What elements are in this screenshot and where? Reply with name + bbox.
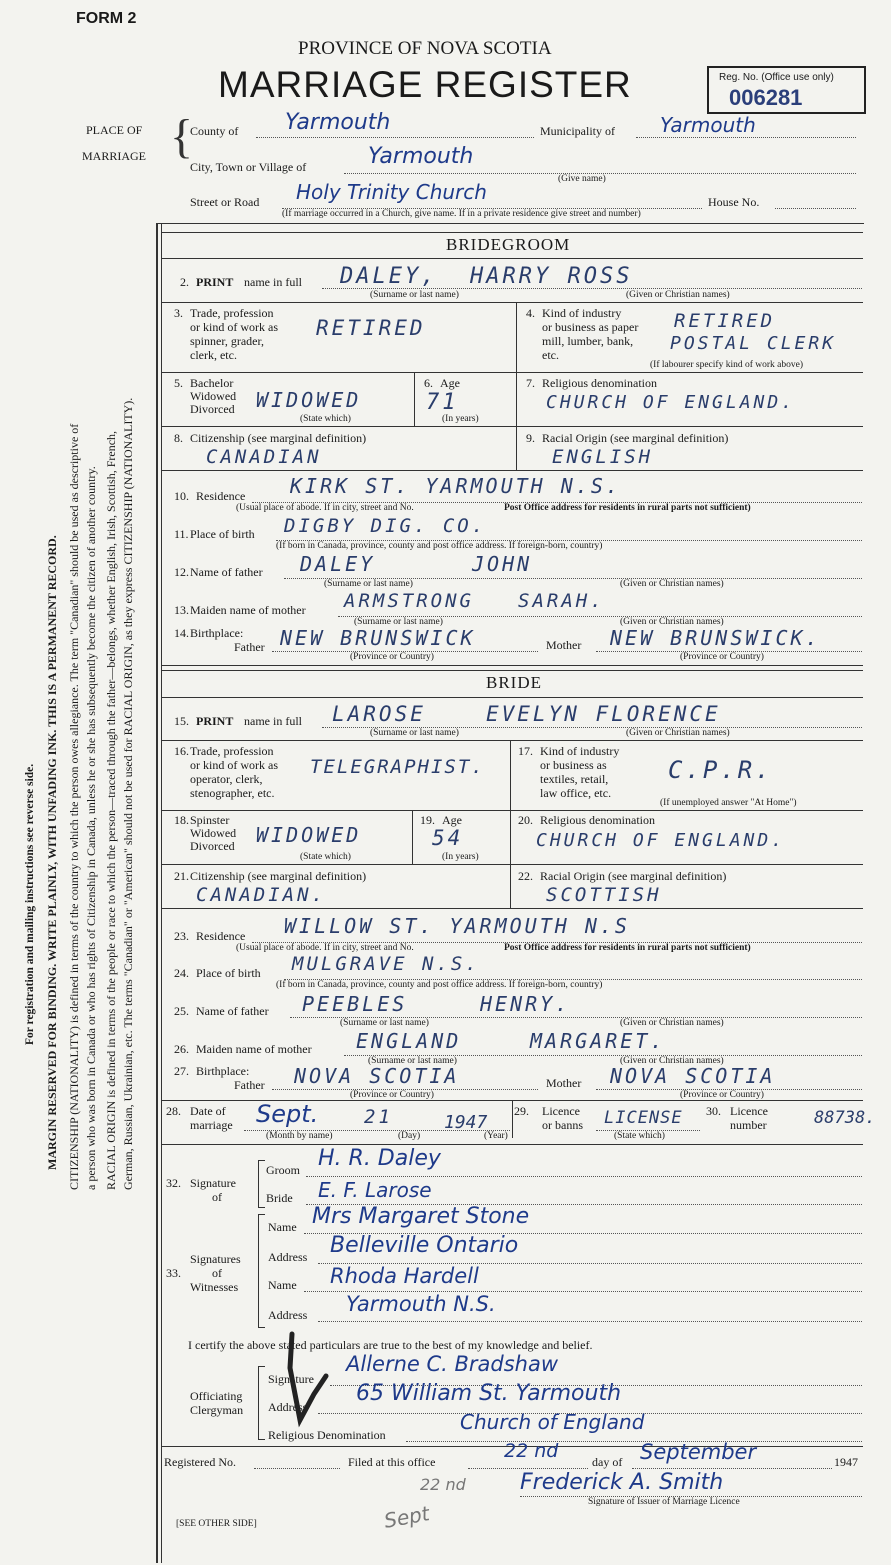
w2-address-line <box>318 1321 862 1322</box>
page-title: MARRIAGE REGISTER <box>218 64 632 105</box>
reg-number-box <box>707 66 866 114</box>
f4-num: 4. <box>526 306 535 320</box>
groom-mother-surname: ARMSTRONG <box>344 590 474 612</box>
bride-residence: WILLOW ST. YARMOUTH N.S <box>284 914 630 938</box>
margin-line-1: For registration and mailing instructions see reverse side. <box>24 763 36 1045</box>
city-label: City, Town or Village of <box>190 160 307 174</box>
groom-citizenship: CANADIAN <box>206 446 322 468</box>
f23-cap1: (Usual place of abode. If in city, street and No. <box>236 943 414 953</box>
bride-father-given: HENRY. <box>480 992 571 1016</box>
f27-num: 27. <box>174 1064 189 1078</box>
clergy-denomination: Church of England <box>460 1410 645 1434</box>
f28-cap-day: (Day) <box>398 1131 421 1141</box>
filed-line <box>468 1468 588 1469</box>
f18-label1: Spinster <box>190 813 230 827</box>
f23-label: Residence <box>196 929 246 943</box>
f17-label3: textiles, retail, <box>540 772 609 786</box>
margin-instructions <box>22 290 137 1190</box>
groom-father-surname: DALEY <box>300 552 376 576</box>
f25-cap-given: (Given or Christian names) <box>620 1018 724 1028</box>
f4-label3: mill, lumber, bank, <box>542 334 634 348</box>
bride-given: EVELYN FLORENCE <box>486 702 721 726</box>
f32-label2: of <box>212 1190 222 1204</box>
county-value: Yarmouth <box>285 110 391 135</box>
f33-label1: Signatures <box>190 1252 241 1266</box>
place-of-label: PLACE OF <box>86 123 143 137</box>
rule-32 <box>162 1144 863 1145</box>
f5-cap: (State which) <box>300 414 351 424</box>
f5-label3: Divorced <box>190 402 235 416</box>
f13-cap-surname: (Surname or last name) <box>354 617 443 627</box>
f28-label2: marriage <box>190 1118 233 1132</box>
bride-title-rule <box>162 697 863 698</box>
licence-number: 88738. <box>814 1108 876 1128</box>
rule-16 <box>162 740 863 741</box>
filed-month: September <box>640 1440 757 1464</box>
f18-cap: (State which) <box>300 852 351 862</box>
f14-cap-father: (Province or Country) <box>350 652 434 662</box>
f3-num: 3. <box>174 306 183 320</box>
city-value: Yarmouth <box>368 144 474 169</box>
f8-num: 8. <box>174 431 183 445</box>
bride-mother-given: MARGARET. <box>530 1029 666 1053</box>
street-note: (If marriage occurred in a Church, give name. If in a private residence give street and number) <box>282 209 641 219</box>
f20-num: 20. <box>518 813 533 827</box>
margin-line-6: German, Russian, Ukrainian, etc. The terms "Canadian" or "American" should not be used for RACIAL ORIGIN, as they express CITIZENSHIP (NATIONALITY). <box>121 397 135 1190</box>
certify-text: I certify the above stated particulars are true to the best of my knowledge and belief. <box>188 1338 593 1352</box>
f12-cap-surname: (Surname or last name) <box>324 579 413 589</box>
issuer-label: Signature of Issuer of Marriage Licence <box>588 1497 740 1507</box>
marriage-month: Sept. <box>256 1100 319 1128</box>
f2-label: name in full <box>244 275 302 289</box>
bride-birthplace: MULGRAVE N.S. <box>292 953 480 975</box>
f23-cap2: Post Office address for residents in rural parts not sufficient) <box>504 943 751 953</box>
f17-label2: or business as <box>540 758 607 772</box>
marriage-label: MARRIAGE <box>82 149 147 163</box>
groom-age: 71 <box>426 390 459 415</box>
groom-surname: DALEY, <box>340 264 438 289</box>
groom-title-rule <box>162 258 863 259</box>
filed-label: Filed at this office <box>348 1455 436 1469</box>
f11-label: Place of birth <box>190 527 255 541</box>
f18-label2: Widowed <box>190 826 237 840</box>
form-number: FORM 2 <box>76 10 137 27</box>
f24-cap: (If born in Canada, province, county and post office address. If foreign-born, country) <box>276 980 603 990</box>
licence-type: LICENSE <box>604 1108 683 1128</box>
f24-num: 24. <box>174 966 189 980</box>
groom-mother-birthplace: NEW BRUNSWICK. <box>610 626 821 650</box>
bride-section-title: BRIDE <box>486 673 542 692</box>
f28-label1: Date of <box>190 1104 226 1118</box>
f32-label1: Signature <box>190 1176 236 1190</box>
bride-mother-birthplace: NOVA SCOTIA <box>610 1064 776 1088</box>
witness1-name: Mrs Margaret Stone <box>312 1204 530 1229</box>
sig-bracket-2 <box>258 1214 265 1328</box>
f4-label2: or business as paper <box>542 320 639 334</box>
f10-num: 10. <box>174 489 189 503</box>
f14-cap-mother: (Province or Country) <box>680 652 764 662</box>
f21-label: Citizenship (see marginal definition) <box>190 869 367 883</box>
f11-num: 11. <box>174 527 189 541</box>
bride-father-birthplace: NOVA SCOTIA <box>294 1064 460 1088</box>
bride-religion: CHURCH OF ENGLAND. <box>536 830 786 851</box>
f7-num: 7. <box>526 376 535 390</box>
give-name-caption: (Give name) <box>558 174 606 184</box>
groom-origin: ENGLISH <box>552 446 654 468</box>
w2-name-label: Name <box>268 1278 297 1292</box>
bride-trade: TELEGRAPHIST. <box>310 756 485 778</box>
f29-label2: or banns <box>542 1118 583 1132</box>
groom-signature: H. R. Daley <box>318 1146 441 1171</box>
f29-cap: (State which) <box>614 1131 665 1141</box>
f5-label1: Bachelor <box>190 376 234 390</box>
f19-cap: (In years) <box>442 852 479 862</box>
f20-label: Religious denomination <box>540 813 655 827</box>
f28-cap-month: (Month by name) <box>266 1131 333 1141</box>
f27-mother-label: Mother <box>546 1076 582 1090</box>
f10-cap1: (Usual place of abode. If in city, street and No. <box>236 503 414 513</box>
f16-label4: stenographer, etc. <box>190 786 275 800</box>
bride-age: 54 <box>432 826 464 850</box>
f26-label: Maiden name of mother <box>196 1042 312 1056</box>
f27-cap-father: (Province or Country) <box>350 1090 434 1100</box>
day-of-label: day of <box>592 1455 623 1469</box>
rule-23 <box>162 908 863 909</box>
rule-10 <box>162 470 863 471</box>
margin-line-2: MARGIN RESERVED FOR BINDING. WRITE PLAINLY, WITH UNFADING INK. THIS IS A PERMANENT RECORD. <box>45 535 59 1170</box>
rule-21 <box>162 864 863 865</box>
groom-sig-line <box>306 1176 862 1177</box>
f13-cap-given: (Given or Christian names) <box>620 617 724 627</box>
f9-label: Racial Origin (see marginal definition) <box>542 431 729 445</box>
sig-bracket-1 <box>258 1160 265 1208</box>
w2-address-label: Address <box>268 1308 308 1322</box>
f28-num: 28. <box>166 1104 181 1118</box>
f6-cap: (In years) <box>442 414 479 424</box>
f10-label: Residence <box>196 489 246 503</box>
f25-cap-surname: (Surname or last name) <box>340 1018 429 1028</box>
f3-label3: spinner, grader, <box>190 334 265 348</box>
w1-name-label: Name <box>268 1220 297 1234</box>
groom-residence: KIRK ST. YARMOUTH N.S. <box>290 474 621 498</box>
f30-num: 30. <box>706 1104 721 1118</box>
groom-industry-2: POSTAL CLERK <box>670 333 837 354</box>
f14-label1: Birthplace: <box>190 626 244 640</box>
frame-left <box>156 223 158 1563</box>
marriage-year: 1947 <box>444 1112 488 1133</box>
filed-day: 22 nd <box>504 1440 559 1462</box>
brace: { <box>170 110 194 163</box>
groom-industry-1: RETIRED <box>674 310 776 332</box>
f17-note: (If unemployed answer "At Home") <box>660 798 797 808</box>
licence-divider <box>512 1100 513 1138</box>
f19-label: Age <box>442 813 462 827</box>
groom-father-given: JOHN <box>472 552 533 576</box>
f10-cap2: Post Office address for residents in rural parts not sufficient) <box>504 503 751 513</box>
groom-given: HARRY ROSS <box>470 264 633 289</box>
f5-label2: Widowed <box>190 389 237 403</box>
f26-num: 26. <box>174 1042 189 1056</box>
f15-print: PRINT <box>196 714 234 728</box>
f14-mother-label: Mother <box>546 638 582 652</box>
witness2-name: Rhoda Hardell <box>330 1264 479 1288</box>
bride-mother-surname: ENGLAND <box>356 1029 462 1053</box>
f5-num: 5. <box>174 376 183 390</box>
f12-num: 12. <box>174 565 189 579</box>
f12-cap-given: (Given or Christian names) <box>620 579 724 589</box>
clergy-label2: Clergyman <box>190 1403 244 1417</box>
f21-num: 21. <box>174 869 189 883</box>
municipality-label: Municipality of <box>540 124 615 138</box>
witness1-address: Belleville Ontario <box>330 1233 519 1258</box>
f14-label2: Father <box>234 640 265 654</box>
denomination-line <box>406 1441 862 1442</box>
f2-cap-surname: (Surname or last name) <box>370 290 459 300</box>
f8-label: Citizenship (see marginal definition) <box>190 431 367 445</box>
issuer-signature: Frederick A. Smith <box>520 1470 724 1495</box>
f26-cap-given: (Given or Christian names) <box>620 1056 724 1066</box>
groom-top-rule <box>162 232 863 233</box>
f27-label2: Father <box>234 1078 265 1092</box>
municipality-value: Yarmouth <box>660 113 756 137</box>
bride-surname: LAROSE <box>332 702 426 726</box>
groom-section-title: BRIDEGROOM <box>446 235 571 254</box>
groom-father-birthplace: NEW BRUNSWICK <box>280 626 476 650</box>
witness2-address: Yarmouth N.S. <box>346 1292 496 1316</box>
clergy-label1: Officiating <box>190 1389 243 1403</box>
groom-status: WIDOWED <box>256 388 362 412</box>
bride-top-rule-2 <box>162 670 863 671</box>
margin-line-4: a person who was born in Canada or who has rights of Citizenship in Canada, unless he or she has subsequently become the citizen of another country. <box>84 466 98 1190</box>
f13-num: 13. <box>174 603 189 617</box>
f23-num: 23. <box>174 929 189 943</box>
age-divider-bride <box>412 810 413 864</box>
registered-line <box>254 1468 340 1469</box>
county-line <box>256 137 534 138</box>
f27-label1: Birthplace: <box>196 1064 250 1078</box>
f16-label1: Trade, profession <box>190 744 274 758</box>
bride-signature: E. F. Larose <box>318 1178 432 1202</box>
f15-cap-given: (Given or Christian names) <box>626 728 730 738</box>
check-mark-icon <box>270 1328 340 1448</box>
f29-label1: Licence <box>542 1104 580 1118</box>
f16-num: 16. <box>174 744 189 758</box>
w1-address-label: Address <box>268 1250 308 1264</box>
f24-label: Place of birth <box>196 966 261 980</box>
house-line <box>775 208 856 209</box>
f4-note: (If labourer specify kind of work above) <box>650 360 803 370</box>
f16-label3: operator, clerk, <box>190 772 263 786</box>
denomination-label: Religious Denomination <box>268 1428 386 1442</box>
f15-num: 15. <box>174 714 189 728</box>
f17-label4: law office, etc. <box>540 786 612 800</box>
f13-label: Maiden name of mother <box>190 603 306 617</box>
f15-label: name in full <box>244 714 302 728</box>
bride-citizenship: CANADIAN. <box>196 884 326 906</box>
bride-sig-label: Bride <box>266 1191 293 1205</box>
pencil-note-month: Sept <box>382 1501 432 1533</box>
f28-cap-year: (Year) <box>484 1131 508 1141</box>
f32-num: 32. <box>166 1176 181 1190</box>
f16-label2: or kind of work as <box>190 758 278 772</box>
reg-number-label: Reg. No. (Office use only) <box>719 72 834 83</box>
bride-industry: C.P.R. <box>668 756 773 784</box>
bride-status: WIDOWED <box>256 823 362 847</box>
clergy-address: 65 William St. Yarmouth <box>356 1381 622 1406</box>
f3-label4: clerk, etc. <box>190 348 237 362</box>
f2-num: 2. <box>180 275 189 289</box>
f12-label: Name of father <box>190 565 263 579</box>
street-value: Holy Trinity Church <box>296 180 487 204</box>
f2-cap-given: (Given or Christian names) <box>626 290 730 300</box>
col-divider-16 <box>510 740 511 908</box>
clergy-signature: Allerne C. Bradshaw <box>346 1352 559 1376</box>
bride-father-surname: PEEBLES <box>302 992 408 1016</box>
f22-num: 22. <box>518 869 533 883</box>
registered-label: Registered No. <box>164 1455 236 1469</box>
f29-num: 29. <box>514 1104 529 1118</box>
f22-label: Racial Origin (see marginal definition) <box>540 869 727 883</box>
clergy-signature-label: Signature <box>268 1372 314 1386</box>
bride-top-rule <box>162 665 863 666</box>
groom-mother-given: SARAH. <box>518 590 605 612</box>
f15-cap-surname: (Surname or last name) <box>370 728 459 738</box>
street-label: Street or Road <box>190 195 260 209</box>
marriage-day: 21 <box>364 1106 393 1128</box>
frame-left-2 <box>161 223 162 1563</box>
f4-label4: etc. <box>542 348 559 362</box>
f18-label3: Divorced <box>190 839 235 853</box>
f30-label2: number <box>730 1118 767 1132</box>
reg-number: 006281 <box>729 85 803 110</box>
bride-origin: SCOTTISH <box>546 884 662 906</box>
sig-bracket-3 <box>258 1366 265 1440</box>
f19-num: 19. <box>420 813 435 827</box>
f7-label: Religious denomination <box>542 376 657 390</box>
f18-num: 18. <box>174 813 189 827</box>
municipality-line <box>636 137 856 138</box>
pencil-note-day: 22 nd <box>420 1475 466 1494</box>
f9-num: 9. <box>526 431 535 445</box>
month-line <box>632 1468 832 1469</box>
groom-trade: RETIRED <box>316 316 426 340</box>
margin-line-5: RACIAL ORIGIN is defined in terms of the people or race to which the person—traced through the father—belongs, whether English, Irish, Scottish, French, <box>104 430 118 1190</box>
f3-label2: or kind of work as <box>190 320 278 334</box>
rule-18 <box>162 810 863 811</box>
groom-religion: CHURCH OF ENGLAND. <box>546 392 796 413</box>
margin-line-3: CITIZENSHIP (NATIONALITY) is defined in terms of the country to which the person owes allegiance. The term "Canadian" should be used as descriptive of <box>67 423 81 1190</box>
rule-8 <box>162 426 863 427</box>
f27-cap-mother: (Province or Country) <box>680 1090 764 1100</box>
rule-3 <box>162 302 863 303</box>
f6-label: Age <box>440 376 460 390</box>
filed-year: 1947 <box>834 1455 858 1469</box>
house-label: House No. <box>708 195 760 209</box>
f33-label3: Witnesses <box>190 1280 239 1294</box>
see-other-side: [SEE OTHER SIDE] <box>176 1519 257 1529</box>
f25-label: Name of father <box>196 1004 269 1018</box>
col-divider-3 <box>516 302 517 470</box>
f33-label2: of <box>212 1266 222 1280</box>
f4-label1: Kind of industry <box>542 306 622 320</box>
f3-label1: Trade, profession <box>190 306 274 320</box>
province-heading: PROVINCE OF NOVA SCOTIA <box>298 38 552 59</box>
f17-num: 17. <box>518 744 533 758</box>
f2-print: PRINT <box>196 275 234 289</box>
age-divider <box>414 372 415 426</box>
f33-num: 33. <box>166 1266 181 1280</box>
f6-num: 6. <box>424 376 433 390</box>
groom-birthplace: DIGBY DIG. CO. <box>284 515 487 537</box>
rule-5 <box>162 372 863 373</box>
f11-cap: (If born in Canada, province, county and post office address. If foreign-born, country) <box>276 541 603 551</box>
f30-label1: Licence <box>730 1104 768 1118</box>
f25-num: 25. <box>174 1004 189 1018</box>
f17-label1: Kind of industry <box>540 744 620 758</box>
county-label: County of <box>190 124 239 138</box>
frame-top <box>156 223 864 224</box>
f14-num: 14. <box>174 626 189 640</box>
clergy-address-label: Address <box>268 1400 308 1414</box>
f26-cap-surname: (Surname or last name) <box>368 1056 457 1066</box>
groom-sig-label: Groom <box>266 1163 300 1177</box>
